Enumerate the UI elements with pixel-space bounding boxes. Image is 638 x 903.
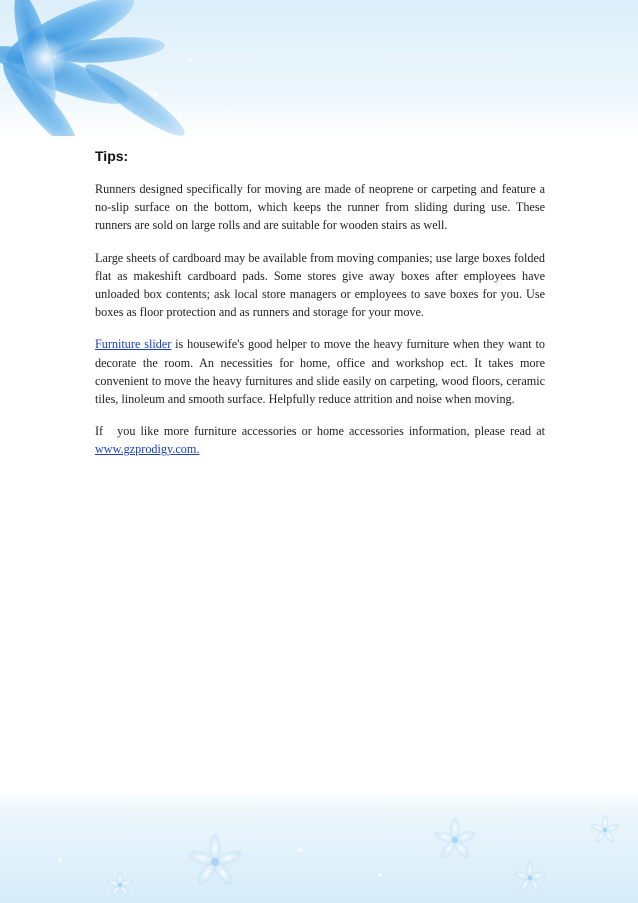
document-body	[95, 146, 545, 473]
furniture-slider-text: is housewife's good helper to move the heavy furniture when they want to decorate the room. An necessities for home, office and workshop ect. It takes more convenient to move the heavy furnitures and slide easily on carpeting, wood floors, ceramic tiles, linoleum and smooth surface. Helpfully reduce attrition and noise when moving.	[95, 337, 545, 407]
header-flower-banner	[0, 0, 638, 136]
paragraph-runners: Runners designed specifically for moving are made of neoprene or carpeting and feature a no-slip surface on the bottom, which keeps the runner from sliding during use. These runners are sold on large rolls and are suitable for wooden stairs as well.	[95, 182, 545, 233]
if-word: If	[95, 424, 104, 439]
website-link[interactable]: www.gzprodigy.com.	[95, 442, 200, 457]
furniture-slider-link[interactable]: Furniture slider	[95, 337, 172, 352]
footer-flower-banner	[0, 790, 638, 903]
paragraph-more-info	[95, 422, 545, 458]
tips-heading: Tips:	[95, 148, 129, 164]
paragraph-cardboard: Large sheets of cardboard may be available from moving companies; use large boxes folded flat as makeshift cardboard pads. Some stores give away boxes after employees have unloaded box contents; ask local store managers or employees to save boxes for you. Use boxes as floor protection and as runners and storage for your move.	[95, 250, 545, 320]
paragraph-furniture-slider	[95, 335, 545, 408]
more-info-text: you like more furniture accessories or home accessories information, please read at	[117, 424, 545, 439]
